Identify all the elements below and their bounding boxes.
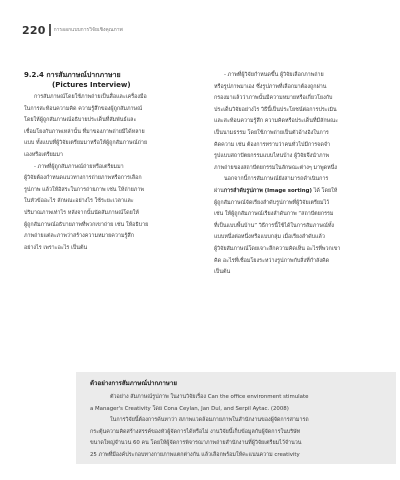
example-title: ตัวอย่างการสัมภาษณ์ปากภาษาย [90, 380, 177, 387]
text-line: เป็นต้น [214, 269, 231, 276]
text-line: ผู้วิจัยสัมภาษณ์โดยเจาะลึกความคิดเห็น อะไรที่พวกเขา [214, 245, 341, 252]
example-line: a Manager's Creativity โดย Cona Ceylan, Jan Dul, and Serpil Aytac. (2008) [90, 405, 289, 412]
text-line: ประเด็นวิจัยอย่างไร วิธีนี้เป็นประโยชน์ต่อการประเมิน [214, 106, 337, 113]
text-fragment: ผ่าน [214, 187, 224, 194]
left-column [24, 70, 190, 254]
example-line: 25 ภาพที่มีองค์ประกอบทางกายภาพแตกต่างกัน แล้วเลือกพร้อมให้คะแนนความ creativity [90, 451, 300, 458]
left-paragraph-2 [24, 162, 190, 255]
text-line: คิดความ เช่น ต้องการทราบว่าคนทั่วไปมีการจดจำ [214, 141, 331, 148]
text-line-image-sorting [214, 186, 380, 198]
text-line: เชื่อมโยงกับภาพเหล่านั้น ที่มาของภาพถ่ายมีได้หลาย [24, 128, 145, 135]
text-line: คิด อะไรที่เชื่อมโยงระหว่างรูปภาพกับสิ่งที่กำลังคิด [214, 257, 330, 264]
right-paragraph-2 [214, 174, 380, 278]
page-header [22, 22, 382, 38]
text-line: แบบ ทั้งแบบที่ผู้วิจัยเตรียมมาหรือให้ผู้ถูกสัมภาษณ์ถ่าย [24, 140, 148, 147]
section-heading: 9.2.4 การสัมภาษณ์ปากภาษาย [24, 71, 121, 79]
text-line: เองหรือเตรียมมา [24, 151, 63, 158]
text-line: เช่น ให้ผู้ถูกสัมภาษณ์เรียงลำดับภาพ “สถาปัตยกรรม [214, 211, 334, 218]
text-line: กรองมาแล้วว่าภาพนั้นมีความหมายหรือเกี่ยวโยงกับ [214, 95, 333, 102]
section-subheading: (Pictures Interview) [52, 81, 131, 89]
text-line: นอกจากนี้การสัมภาษณ์ยังสามารถดำเนินการ [224, 176, 329, 183]
text-fragment: ได้ โดยให้ [311, 187, 338, 194]
text-line: ผู้วิจัยต้องกำหนดแนวทางการถ่ายภาพหรือการเลือก [24, 175, 142, 182]
text-line: โดยให้ผู้ถูกสัมภาษณ์อธิบายประเด็นที่สัมพันธ์และ [24, 117, 137, 124]
text-line: การสัมภาษณ์โดยใช้ภาพถ่ายเป็นสื่อและเครื่องมือ [34, 94, 147, 100]
text-line: ในหัวข้ออะไร ลักษณะอย่างไร ใช้ระยะเวลาและ [24, 198, 134, 205]
text-line: หรือรูปภาพมาเอง ซึ่งรูปภาพที่เลือกมาต้องถูกผ่าน [214, 83, 327, 90]
term-image-sorting: การลำดับรูปภาพ (Image sorting) [223, 187, 312, 194]
text-line: ภาพถ่ายของสถาปัตยกรรมในลักษณะต่างๆ มาพูดหนึ่ง [214, 164, 338, 171]
example-line: กระตุ้นความคิดสร้างสรรค์ของหัวผู้จัดการได้หรือไม่ งานวิจัยนี้เก็บข้อมูลกับผู้จัดการในบริษัท [90, 428, 301, 435]
text-line: แบบหนึ่งต่อหนึ่งหรือแบบกลุ่ม เมื่อเรียงลำดับแล้ว [214, 234, 325, 241]
text-line: รูปแบบสถาปัตยกรรมแบบไหนบ้าง ผู้วิจัยจึงนำภาพ [214, 153, 330, 160]
example-line: ขนาดใหญ่จำนวน 60 คน โดยให้ผู้จัดการพิจารณาภาพถ่ายสำนักงานที่ผู้วิจัยเตรียมไว้จำนวน [90, 440, 302, 447]
right-paragraph-1 [214, 70, 380, 174]
text-line: ผู้ถูกสัมภาษณ์อธิบายภาพที่พวกเขาถ่าย เช่น ให้อธิบาย [24, 221, 149, 228]
left-paragraph-1 [24, 92, 190, 162]
text-line: - ภาพที่ผู้ถูกสัมภาษณ์ถ่ายหรือเตรียมมา [34, 163, 124, 170]
text-line: ที่เป็นแบบพื้นบ้าน” วิธีการนี้ใช้ได้ในการสัมภาษณ์ทั้ง [214, 222, 335, 229]
example-line: ในการวิจัยนี้ต้องการค้นหาว่า สภาพแวดล้อมภายภาพในสำนักงานของผู้จัดการสามารถ [110, 417, 309, 424]
text-line: ผู้ถูกสัมภาษณ์จัดเรียงลำดับรูปภาพที่ผู้วิจัยเตรียมไว้ [214, 199, 330, 206]
example-body [90, 392, 386, 462]
right-column [214, 70, 380, 279]
text-line: อย่างไร เพราะอะไร เป็นต้น [24, 244, 88, 251]
example-line: ตัวอย่าง สัมภาษณ์รูปภาพ ในงานวิจัยเรื่อง Can the office environment stimulate [110, 394, 309, 400]
text-line: ในการสะท้อนความคิด ความรู้สึกของผู้ถูกสัมภาษณ์ [24, 105, 143, 112]
text-line: และสะท้อนความรู้สึก ความคิดหรือประเด็นที่มีลักษณะ [214, 118, 339, 125]
example-box [76, 372, 396, 464]
page-number: 220 [22, 23, 46, 37]
text-line: รูปภาพ แล้วให้อิสระในการถ่ายภาพ เช่น ให้ถ่ายภาพ [24, 186, 144, 193]
text-line: เป็นนามธรรม โดยใช้ภาพถ่ายเป็นตัวอ้างอิงในการ [214, 129, 329, 136]
text-line: ภาพถ่ายแต่ละภาพว่าสร้างความหมายความรู้สึก [24, 233, 134, 240]
header-divider [49, 24, 51, 36]
text-line: ปริมาณภาพเท่าไร หลังจากนั้นนัดสัมภาษณ์โดยให้ [24, 209, 139, 216]
running-title: การออกแบบการวิจัยเชิงคุณภาพ [53, 27, 123, 33]
text-line: - ภาพที่ผู้วิจัยกำหนดขึ้น ผู้วิจัยเลือกภาพถ่าย [224, 72, 324, 78]
